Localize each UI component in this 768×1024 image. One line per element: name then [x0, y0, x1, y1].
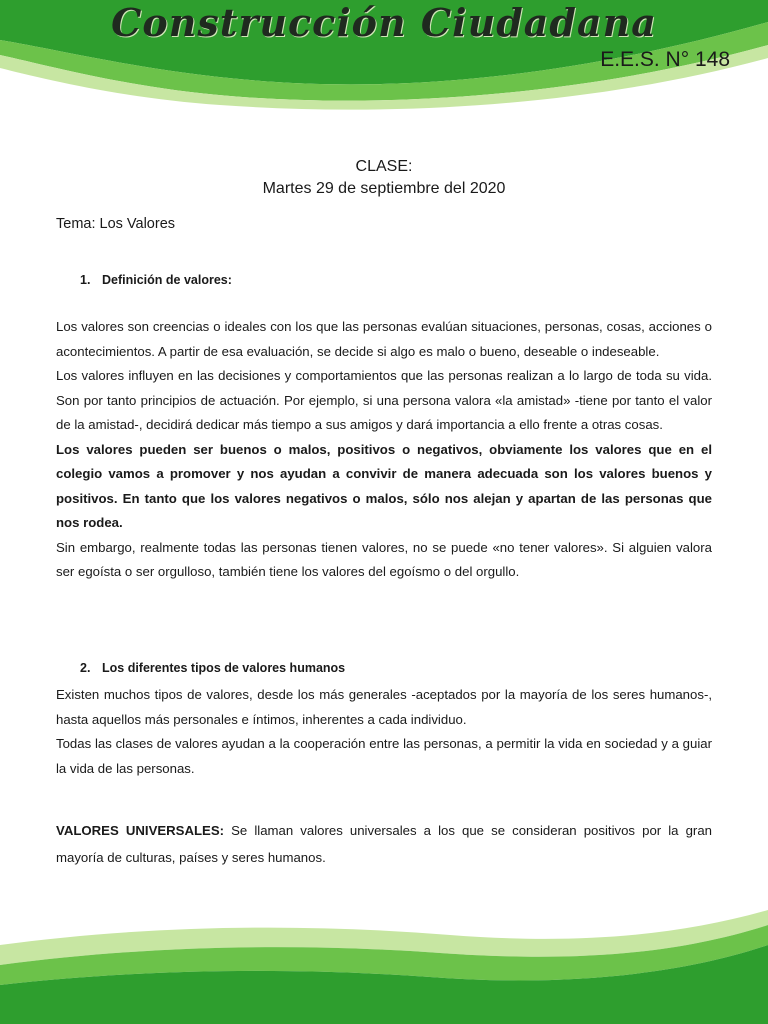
section-1-body: [56, 315, 712, 585]
bold-paragraph: Los valores pueden ser buenos o malos, positivos o negativos, obviamente los valores que en el colegio vamos a promover y nos ayudan a convivir de manera adecuada son los valores buenos y positivos. En tanto que los valores negativos o malos, sólo nos alejan y apartan de las personas que nos rodea.: [56, 441, 712, 530]
paragraph: Sin embargo, realmente todas las personas tienen valores, no se puede «no tener valores». Si alguien valora ser egoísta o ser orgulloso, también tiene los valores del egoísmo o del orgullo.: [56, 539, 712, 579]
universal-values-text: Se llaman valores universales a los que se consideran positivos por la gran mayoría de culturas, países y seres humanos.: [56, 823, 712, 865]
school-id: E.E.S. N° 148: [600, 48, 730, 71]
brand-title: Construcción Ciudadana: [111, 0, 657, 45]
paragraph: Los valores influyen en las decisiones y comportamientos que las personas realizan a lo largo de toda su vida. Son por tanto principios de actuación. Por ejemplo, si una persona valora «la amistad» -tiene por tanto el valor de la amistad-, decidirá dedicar más tiempo a sus amigos y dará importancia a ello frente a otras cosas.: [56, 368, 712, 432]
section-2-heading: [80, 661, 345, 675]
section-2-title: Los diferentes tipos de valores humanos: [102, 661, 346, 675]
footer-wave-decoration: [0, 905, 768, 1024]
section-2-body: [56, 683, 712, 781]
topic-line: Tema: Los Valores: [56, 216, 176, 232]
class-date: Martes 29 de septiembre del 2020: [262, 180, 506, 197]
paragraph: Todas las clases de valores ayudan a la cooperación entre las personas, a permitir la vida en sociedad y a guiar la vida de las personas.: [56, 736, 712, 776]
section-2-number: 2.: [80, 661, 91, 675]
paragraph: Los valores son creencias o ideales con los que las personas evalúan situaciones, personas, cosas, acciones o acontecimientos. A partir de esa evaluación, se decide si algo es malo o bueno, deseable o indeseable.: [56, 319, 712, 359]
universal-values-label: VALORES UNIVERSALES:: [56, 823, 225, 838]
section-1-title: Definición de valores:: [102, 273, 232, 287]
universal-values-paragraph: [56, 817, 712, 871]
section-1-heading: [80, 273, 232, 287]
section-1-number: 1.: [80, 273, 91, 287]
paragraph: Existen muchos tipos de valores, desde los más generales -aceptados por la mayoría de los seres humanos-, hasta aquellos más personales e íntimos, inherentes a cada individuo.: [56, 687, 712, 727]
clase-label: CLASE:: [355, 158, 413, 175]
